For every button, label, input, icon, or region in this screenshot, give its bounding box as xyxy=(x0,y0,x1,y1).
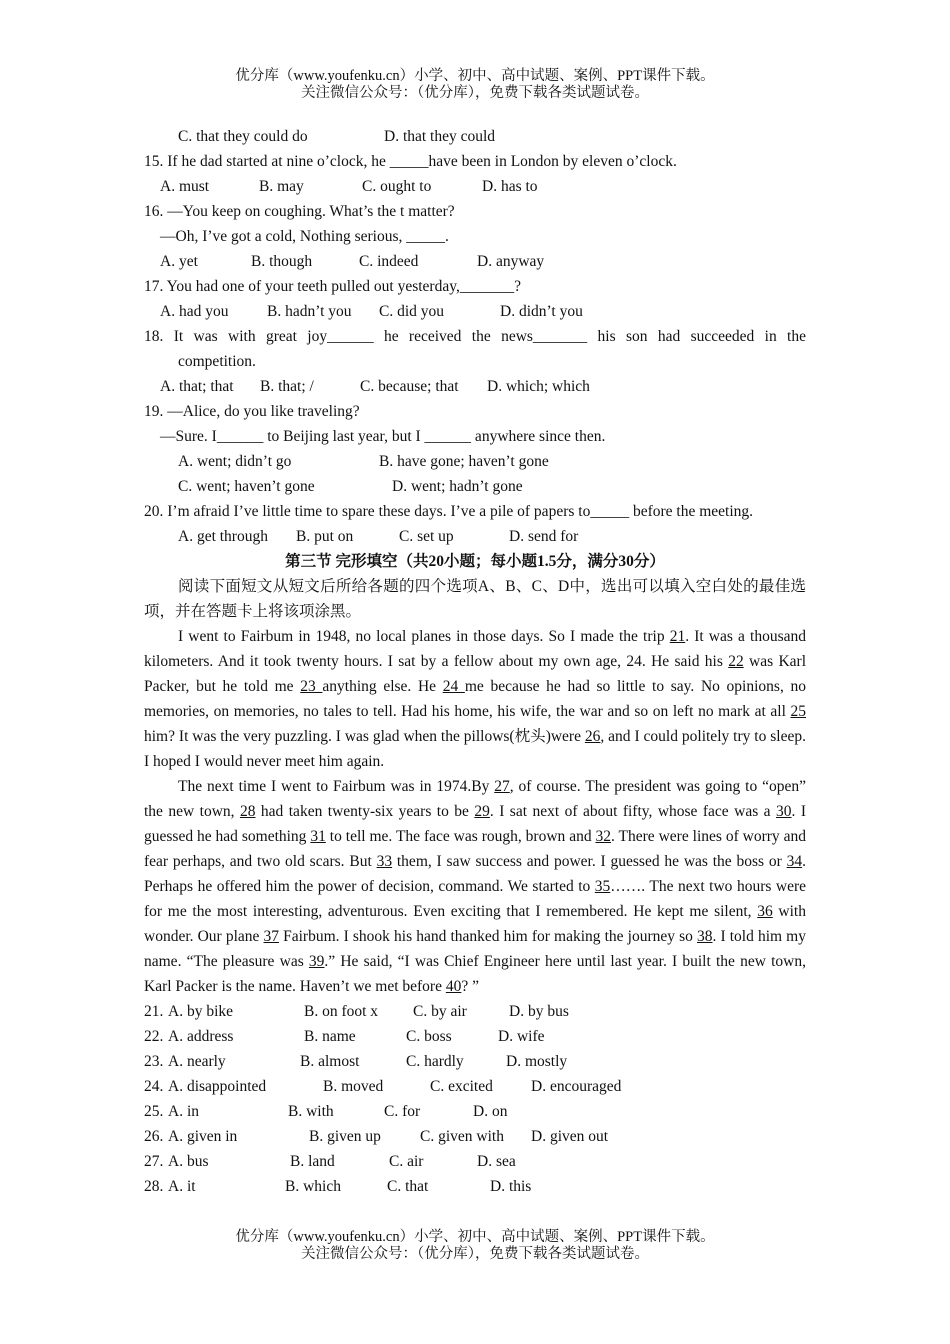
blank-number: 33 xyxy=(376,853,393,870)
question-17-options xyxy=(144,299,806,324)
option-d: D. given out xyxy=(531,1128,609,1145)
passage-text: . It was a thousand kilometers. And it took twenty hours. I sat by a fellow about my own age, 24. He said his xyxy=(144,628,806,670)
exam-content xyxy=(144,124,806,1199)
option-d: D. encouraged xyxy=(531,1078,622,1095)
cloze-option-row xyxy=(144,1149,806,1174)
question-number: 23. xyxy=(144,1053,164,1070)
option-b: B. that; / xyxy=(260,378,314,395)
option-c: C. that they could do xyxy=(178,128,308,145)
option-d: D. by bus xyxy=(509,1003,569,1020)
option-a: A. yet xyxy=(160,253,198,270)
option-a: A. it xyxy=(168,1178,196,1195)
passage-text: was Karl Packer, but he told me xyxy=(144,653,807,695)
blank-number: 22 xyxy=(728,653,744,670)
blank-number: 38 xyxy=(697,928,713,945)
blank-number: 24 xyxy=(442,678,465,695)
question-19-line-2: —Sure. I______ to Beijing last year, but I ______ anywhere since then. xyxy=(160,428,606,445)
option-b: B. though xyxy=(251,253,313,270)
option-d: D. on xyxy=(473,1103,508,1120)
option-c: C. air xyxy=(389,1153,424,1170)
passage-text: . I guessed he had something xyxy=(144,803,806,845)
cloze-option-row xyxy=(144,1099,806,1124)
question-18-options xyxy=(144,374,806,399)
passage-text: , of course. The president was going to “open” the new town, xyxy=(144,778,806,820)
question-17-stem: 17. You had one of your teeth pulled out yesterday,_______? xyxy=(144,278,521,295)
passage-paragraph-1 xyxy=(144,624,806,774)
section-3-instruction xyxy=(144,574,806,624)
cloze-passage xyxy=(144,624,806,999)
option-a: A. get through xyxy=(178,528,268,545)
header-line-2: 关注微信公众号：（优分库），免费下载各类试题试卷。 xyxy=(301,85,649,101)
footer-line-1: 优分库（www.youfenku.cn）小学、初中、高中试题、案例、PPT课件下载。 xyxy=(235,1229,715,1245)
cloze-option-row xyxy=(144,1124,806,1149)
cloze-options-list xyxy=(144,999,806,1199)
cloze-option-row xyxy=(144,999,806,1024)
option-b: B. have gone; haven’t gone xyxy=(379,453,549,470)
option-c: C. because; that xyxy=(360,378,459,395)
blank-number: 37 xyxy=(263,928,279,945)
blank-number: 36 xyxy=(757,903,773,920)
question-18-continuation: competition. xyxy=(178,353,256,370)
question-number: 21. xyxy=(144,1003,164,1020)
option-a: A. went; didn’t go xyxy=(178,453,292,470)
passage-text: , and I could politely try to sleep. I hoped I would never meet him again. xyxy=(144,728,806,770)
option-b: B. hadn’t you xyxy=(267,303,352,320)
blank-number: 35 xyxy=(594,878,611,895)
passage-text: him? It was the very puzzling. I was glad when the pillows(枕头)were xyxy=(144,728,585,745)
question-number: 28. xyxy=(144,1178,164,1195)
blank-number: 32 xyxy=(595,828,612,845)
passage-text: .” He said, “I was Chief Engineer here until last year. I built the new town, Karl Packer is the name. Haven’t we met before xyxy=(144,953,806,995)
question-18-stem: 18. It was with great joy______ he received the news_______ his son had succeeded in the xyxy=(144,328,806,345)
option-b: B. on foot x xyxy=(304,1003,379,1020)
option-d: D. that they could xyxy=(384,128,496,145)
question-19-options-ab xyxy=(144,449,806,474)
page-header-top xyxy=(0,68,950,102)
option-c: C. went; haven’t gone xyxy=(178,478,315,495)
option-c: C. boss xyxy=(406,1028,452,1045)
option-d: D. this xyxy=(490,1178,532,1195)
cloze-option-row xyxy=(144,1074,806,1099)
option-d: D. send for xyxy=(509,528,579,545)
option-a: A. in xyxy=(168,1103,199,1120)
passage-paragraph-2 xyxy=(144,774,806,999)
blank-number: 39 xyxy=(308,953,325,970)
option-c: C. excited xyxy=(430,1078,493,1095)
passage-text: I went to Fairbum in 1948, no local planes in those days. So I made the trip xyxy=(178,628,670,645)
option-c: C. hardly xyxy=(406,1053,464,1070)
passage-text: with wonder. Our plane xyxy=(144,903,806,945)
option-c: C. that xyxy=(387,1178,429,1195)
option-a: A. address xyxy=(168,1028,234,1045)
blank-number: 23 xyxy=(300,678,323,695)
section-3-title: 第三节 完形填空（共20小题；每小题1.5分，满分30分） xyxy=(285,553,665,570)
option-a: A. given in xyxy=(168,1128,238,1145)
question-16-options xyxy=(144,249,806,274)
option-b: B. given up xyxy=(309,1128,381,1145)
option-c: C. indeed xyxy=(359,253,419,270)
question-20-stem: 20. I’m afraid I’ve little time to spare these days. I’ve a pile of papers to_____ before the meeting. xyxy=(144,503,754,520)
option-d: D. didn’t you xyxy=(500,303,583,320)
question-15-options xyxy=(144,174,806,199)
option-c: C. did you xyxy=(379,303,445,320)
passage-text: had taken twenty-six years to be xyxy=(255,803,475,820)
option-b: B. land xyxy=(290,1153,335,1170)
blank-number: 34 xyxy=(786,853,803,870)
cloze-option-row xyxy=(144,1049,806,1074)
option-d: D. mostly xyxy=(506,1053,568,1070)
question-number: 22. xyxy=(144,1028,164,1045)
option-a: A. disappointed xyxy=(168,1078,267,1095)
passage-text: . I told him my name. “The pleasure was xyxy=(144,928,806,970)
option-c: C. set up xyxy=(399,528,454,545)
passage-text: The next time I went to Fairbum was in 1974.By xyxy=(178,778,495,795)
blank-number: 26 xyxy=(584,728,601,745)
passage-text: them, I saw success and power. I guessed he was the boss or xyxy=(392,853,787,870)
passage-text: anything else. He xyxy=(322,678,443,695)
question-number: 27. xyxy=(144,1153,164,1170)
blank-number: 30 xyxy=(776,803,792,820)
question-20-options xyxy=(144,524,806,549)
option-a: A. had you xyxy=(160,303,229,320)
passage-text: Fairbum. I shook his hand thanked him for making the journey so xyxy=(279,928,697,945)
header-line-1: 优分库（www.youfenku.cn）小学、初中、高中试题、案例、PPT课件下载。 xyxy=(235,68,715,84)
cloze-option-row xyxy=(144,1174,806,1199)
option-d: D. which; which xyxy=(487,378,590,395)
page-header-bottom xyxy=(0,1229,950,1263)
blank-number: 25 xyxy=(790,703,806,720)
option-a: A. must xyxy=(160,178,210,195)
option-b: B. almost xyxy=(300,1053,360,1070)
question-19-stem: 19. —Alice, do you like traveling? xyxy=(144,403,360,420)
passage-text: ……. The next two hours were for me the most interesting, adventurous. Even exciting that I remembered. He kept me silent, xyxy=(144,878,807,920)
blank-number: 29 xyxy=(474,803,490,820)
option-b: B. which xyxy=(285,1178,341,1195)
question-number: 26. xyxy=(144,1128,164,1145)
option-a: A. that; that xyxy=(160,378,234,395)
question-number: 25. xyxy=(144,1103,164,1120)
blank-number: 40 xyxy=(445,978,462,995)
option-a: A. bus xyxy=(168,1153,209,1170)
option-b: B. put on xyxy=(296,528,354,545)
blank-number: 27 xyxy=(494,778,510,795)
option-c: C. given with xyxy=(420,1128,504,1145)
option-b: B. moved xyxy=(323,1078,384,1095)
option-c: C. for xyxy=(384,1103,421,1120)
option-d: D. went; hadn’t gone xyxy=(392,478,523,495)
blank-number: 28 xyxy=(239,803,256,820)
option-d: D. has to xyxy=(482,178,538,195)
question-number: 24. xyxy=(144,1078,164,1095)
option-b: B. may xyxy=(259,178,304,195)
option-c: C. ought to xyxy=(362,178,432,195)
passage-text: . I sat next of about fifty, whose face was a xyxy=(489,803,777,820)
question-15-stem: 15. If he dad started at nine o’clock, he _____have been in London by eleven o’clock. xyxy=(144,153,677,170)
passage-text: to tell me. The face was rough, brown and xyxy=(325,828,596,845)
blank-number: 31 xyxy=(310,828,326,845)
option-b: B. name xyxy=(304,1028,356,1045)
option-d: D. sea xyxy=(477,1153,516,1170)
passage-text: . There were lines of worry and fear perhaps, and two old scars. But xyxy=(144,828,806,870)
footer-line-2: 关注微信公众号：（优分库），免费下载各类试题试卷。 xyxy=(301,1246,649,1262)
option-a: A. by bike xyxy=(168,1003,234,1020)
passage-text: me because he had so little to say. No opinions, no memories, on memories, no tales to tell. Had his home, his wife, the war and so on left no mark at all xyxy=(144,678,806,720)
passage-text: . Perhaps he offered him the power of decision, command. We started to xyxy=(144,853,806,895)
passage-text: ? ” xyxy=(461,978,479,995)
option-d: D. anyway xyxy=(477,253,545,270)
question-19-options-cd xyxy=(144,474,806,499)
option-a: A. nearly xyxy=(168,1053,226,1070)
option-c: C. by air xyxy=(413,1003,467,1020)
question-16-line-2: —Oh, I’ve got a cold, Nothing serious, _____. xyxy=(160,228,449,245)
question-14-options xyxy=(144,124,806,149)
blank-number: 21 xyxy=(669,628,686,645)
option-b: B. with xyxy=(288,1103,334,1120)
cloze-option-row xyxy=(144,1024,806,1049)
question-16-stem: 16. —You keep on coughing. What’s the t matter? xyxy=(144,203,455,220)
option-d: D. wife xyxy=(498,1028,545,1045)
instruction-text: 阅读下面短文从短文后所给各题的四个选项A、B、C、D中，选出可以填入空白处的最佳选项，并在答题卡上将该项涂黑。 xyxy=(144,578,806,620)
